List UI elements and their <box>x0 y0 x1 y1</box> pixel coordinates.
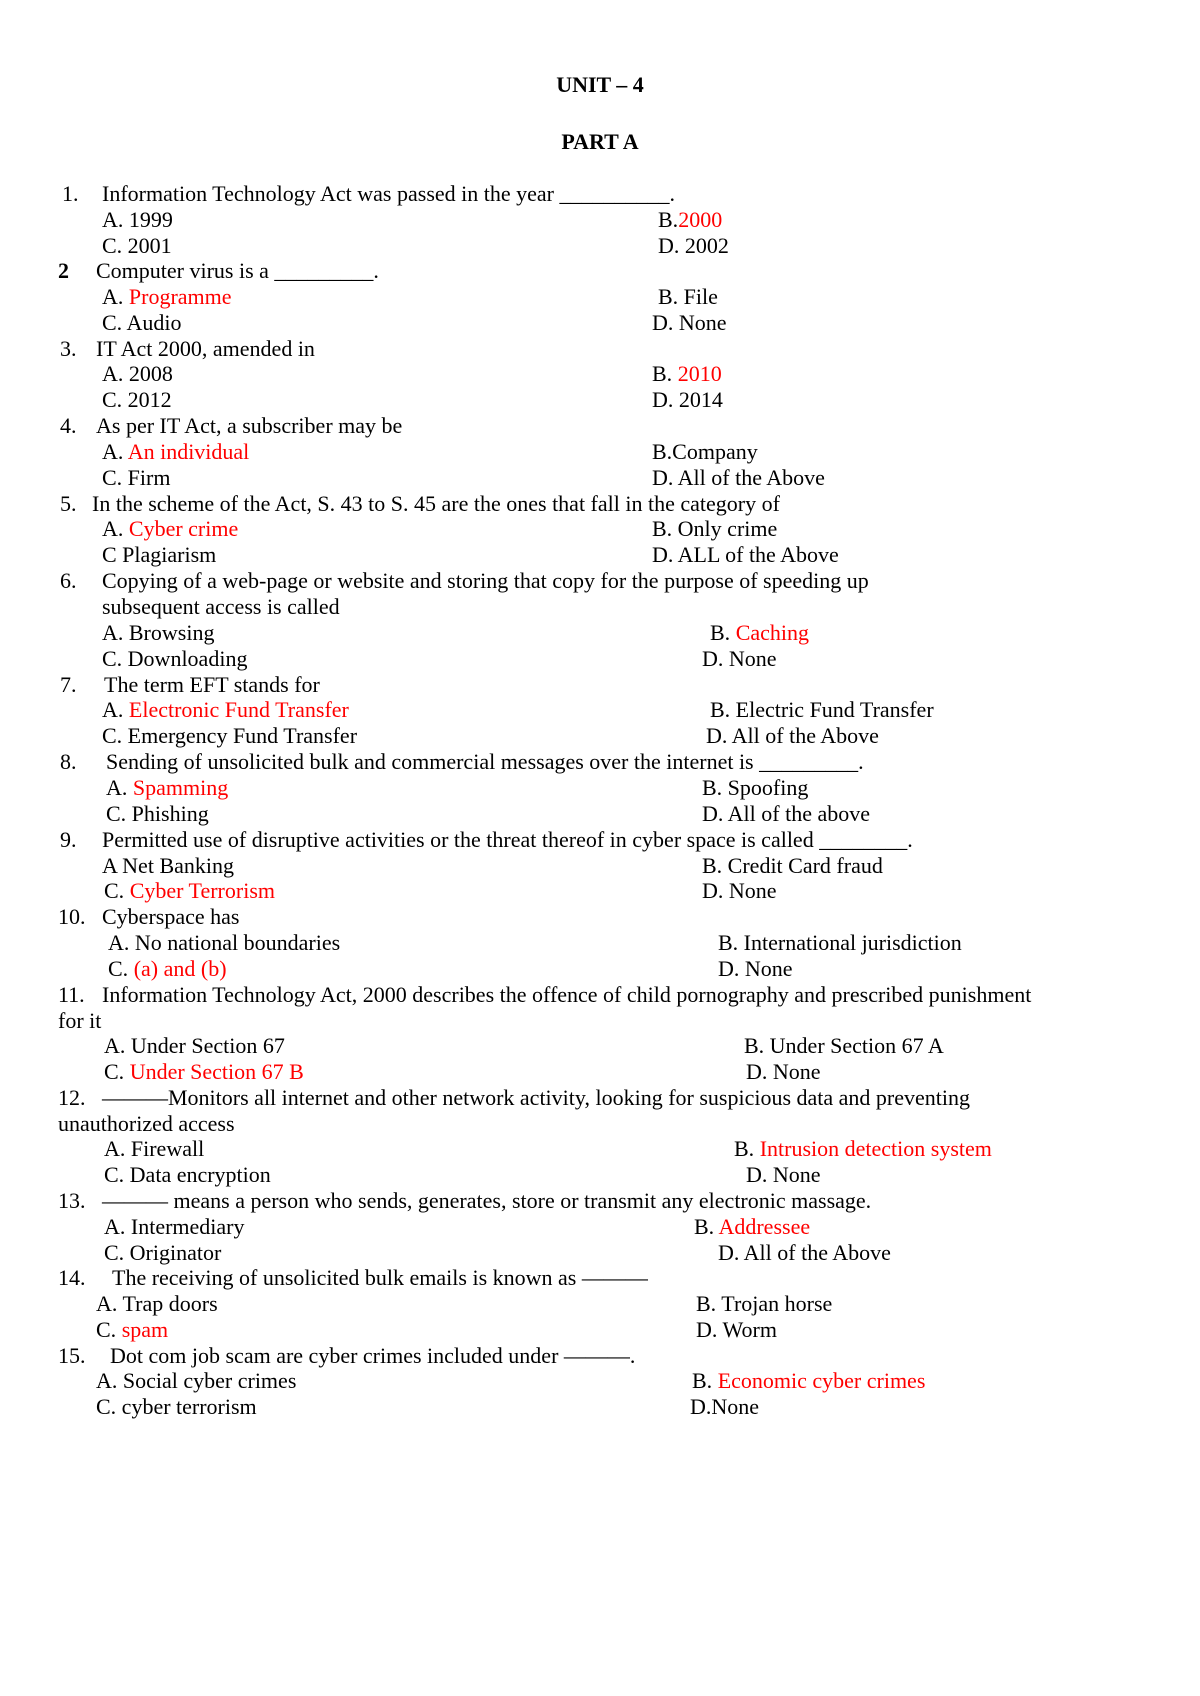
option-a: A. Under Section 67 <box>104 1033 285 1058</box>
option-d: D. None <box>746 1162 821 1187</box>
option-a: A. Social cyber crimes <box>96 1368 297 1393</box>
correct-answer: 2000 <box>678 207 723 232</box>
option-b: B.Company <box>652 439 758 464</box>
question-number: 1. <box>62 181 79 206</box>
option-d: D. None <box>702 646 777 671</box>
option-d: D. None <box>652 310 727 335</box>
question-text: ——— means a person who sends, generates, store or transmit any electronic massage. <box>102 1188 872 1213</box>
option-c: C. Cyber Terrorism <box>104 878 275 903</box>
option-c: C. Data encryption <box>104 1162 271 1187</box>
option-a: A. An individual <box>102 439 250 464</box>
option-c: C. Emergency Fund Transfer <box>102 723 358 748</box>
question-text: Information Technology Act, 2000 describes the offence of child pornography and prescribed punishment <box>102 982 1032 1007</box>
correct-answer: (a) and (b) <box>133 956 227 981</box>
option-b: B. Only crime <box>652 516 778 541</box>
question-text: As per IT Act, a subscriber may be <box>96 413 403 438</box>
question-text: IT Act 2000, amended in <box>96 336 315 361</box>
question-number: 5. <box>60 491 77 516</box>
question-number: 3. <box>60 336 77 361</box>
correct-answer: Economic cyber crimes <box>717 1368 926 1393</box>
option-d: D. None <box>702 878 777 903</box>
question-number: 6. <box>60 568 77 593</box>
option-d: D. 2014 <box>652 387 723 412</box>
question-number: 2 <box>58 258 69 283</box>
option-c: C. Downloading <box>102 646 248 671</box>
question-number: 12. <box>58 1085 86 1110</box>
option-c: C Plagiarism <box>102 542 217 567</box>
option-b: B.2000 <box>658 207 723 232</box>
correct-answer: Spamming <box>132 775 229 800</box>
option-b: B. Spoofing <box>702 775 809 800</box>
option-b: B. 2010 <box>652 361 722 386</box>
option-a: A. Trap doors <box>96 1291 218 1316</box>
option-b: B. Under Section 67 A <box>744 1033 944 1058</box>
question-text-continued: unauthorized access <box>58 1111 235 1136</box>
option-b: B. International jurisdiction <box>718 930 962 955</box>
correct-answer: Under Section 67 B <box>129 1059 304 1084</box>
question-text: The term EFT stands for <box>104 672 320 697</box>
option-d: D. All of the above <box>702 801 871 826</box>
option-a: A. Firewall <box>104 1136 205 1161</box>
option-b: B. Economic cyber crimes <box>692 1368 926 1393</box>
question-number: 11. <box>58 982 85 1007</box>
option-c: C. 2012 <box>102 387 172 412</box>
option-d: D.None <box>690 1394 760 1419</box>
option-d: D. Worm <box>696 1317 777 1342</box>
option-c: C. 2001 <box>102 233 172 258</box>
question-number: 7. <box>60 672 77 697</box>
option-c: C. (a) and (b) <box>108 956 227 981</box>
option-a: A. Spamming <box>106 775 229 800</box>
option-a: A Net Banking <box>102 853 234 878</box>
part-heading: PART A <box>561 129 639 154</box>
option-a: A. Cyber crime <box>102 516 239 541</box>
option-a: A. Programme <box>102 284 232 309</box>
option-a: A. No national boundaries <box>108 930 341 955</box>
question-text: Information Technology Act was passed in the year __________. <box>102 181 675 206</box>
option-c: C. Under Section 67 B <box>104 1059 304 1084</box>
question-number: 15. <box>58 1343 86 1368</box>
option-b: B. Trojan horse <box>696 1291 833 1316</box>
option-d: D. All of the Above <box>718 1240 891 1265</box>
option-b: B. Caching <box>710 620 810 645</box>
question-text-continued: subsequent access is called <box>102 594 340 619</box>
option-c: C. Firm <box>102 465 171 490</box>
option-b: B. Credit Card fraud <box>702 853 883 878</box>
option-a: A. Electronic Fund Transfer <box>102 697 349 722</box>
option-c: C. Phishing <box>106 801 209 826</box>
question-text: Dot com job scam are cyber crimes included under ———. <box>110 1343 636 1368</box>
correct-answer: An individual <box>127 439 250 464</box>
option-c: C. Originator <box>104 1240 222 1265</box>
question-text: Computer virus is a _________. <box>96 258 379 283</box>
correct-answer: Caching <box>735 620 810 645</box>
option-d: D. None <box>718 956 793 981</box>
option-a: A. Intermediary <box>104 1214 245 1239</box>
option-b: B. Electric Fund Transfer <box>710 697 934 722</box>
question-text: Copying of a web-page or website and storing that copy for the purpose of speeding up <box>102 568 869 593</box>
option-c: C. cyber terrorism <box>96 1394 257 1419</box>
option-a: A. Browsing <box>102 620 215 645</box>
question-number: 10. <box>58 904 86 929</box>
option-d: D. 2002 <box>658 233 729 258</box>
question-text-continued: for it <box>58 1008 102 1033</box>
correct-answer: 2010 <box>677 361 722 386</box>
correct-answer: Electronic Fund Transfer <box>128 697 349 722</box>
question-1 <box>62 181 79 207</box>
option-d: D. ALL of the Above <box>652 542 839 567</box>
correct-answer: Programme <box>128 284 232 309</box>
question-number: 14. <box>58 1265 86 1290</box>
question-text: Cyberspace has <box>102 904 240 929</box>
option-b: B. Intrusion detection system <box>734 1136 992 1161</box>
unit-heading: UNIT – 4 <box>556 72 644 97</box>
option-b: B. File <box>658 284 718 309</box>
question-text: In the scheme of the Act, S. 43 to S. 45 are the ones that fall in the category of <box>92 491 780 516</box>
option-d: D. All of the Above <box>706 723 879 748</box>
option-a: A. 1999 <box>102 207 173 232</box>
option-b: B. Addressee <box>694 1214 811 1239</box>
option-d: D. All of the Above <box>652 465 825 490</box>
correct-answer: Intrusion detection system <box>759 1136 992 1161</box>
correct-answer: Addressee <box>718 1214 811 1239</box>
question-text: Permitted use of disruptive activities or the threat thereof in cyber space is called ________. <box>102 827 913 852</box>
question-text: The receiving of unsolicited bulk emails is known as ——— <box>112 1265 648 1290</box>
correct-answer: Cyber crime <box>128 516 239 541</box>
question-number: 8. <box>60 749 77 774</box>
option-c: C. spam <box>96 1317 169 1342</box>
correct-answer: spam <box>121 1317 169 1342</box>
question-number: 13. <box>58 1188 86 1213</box>
question-text: Sending of unsolicited bulk and commercial messages over the internet is _________. <box>106 749 864 774</box>
question-number: 9. <box>60 827 77 852</box>
option-d: D. None <box>746 1059 821 1084</box>
question-number: 4. <box>60 413 77 438</box>
correct-answer: Cyber Terrorism <box>129 878 275 903</box>
option-a: A. 2008 <box>102 361 173 386</box>
option-c: C. Audio <box>102 310 182 335</box>
question-text: ———Monitors all internet and other network activity, looking for suspicious data and preventing <box>102 1085 971 1110</box>
